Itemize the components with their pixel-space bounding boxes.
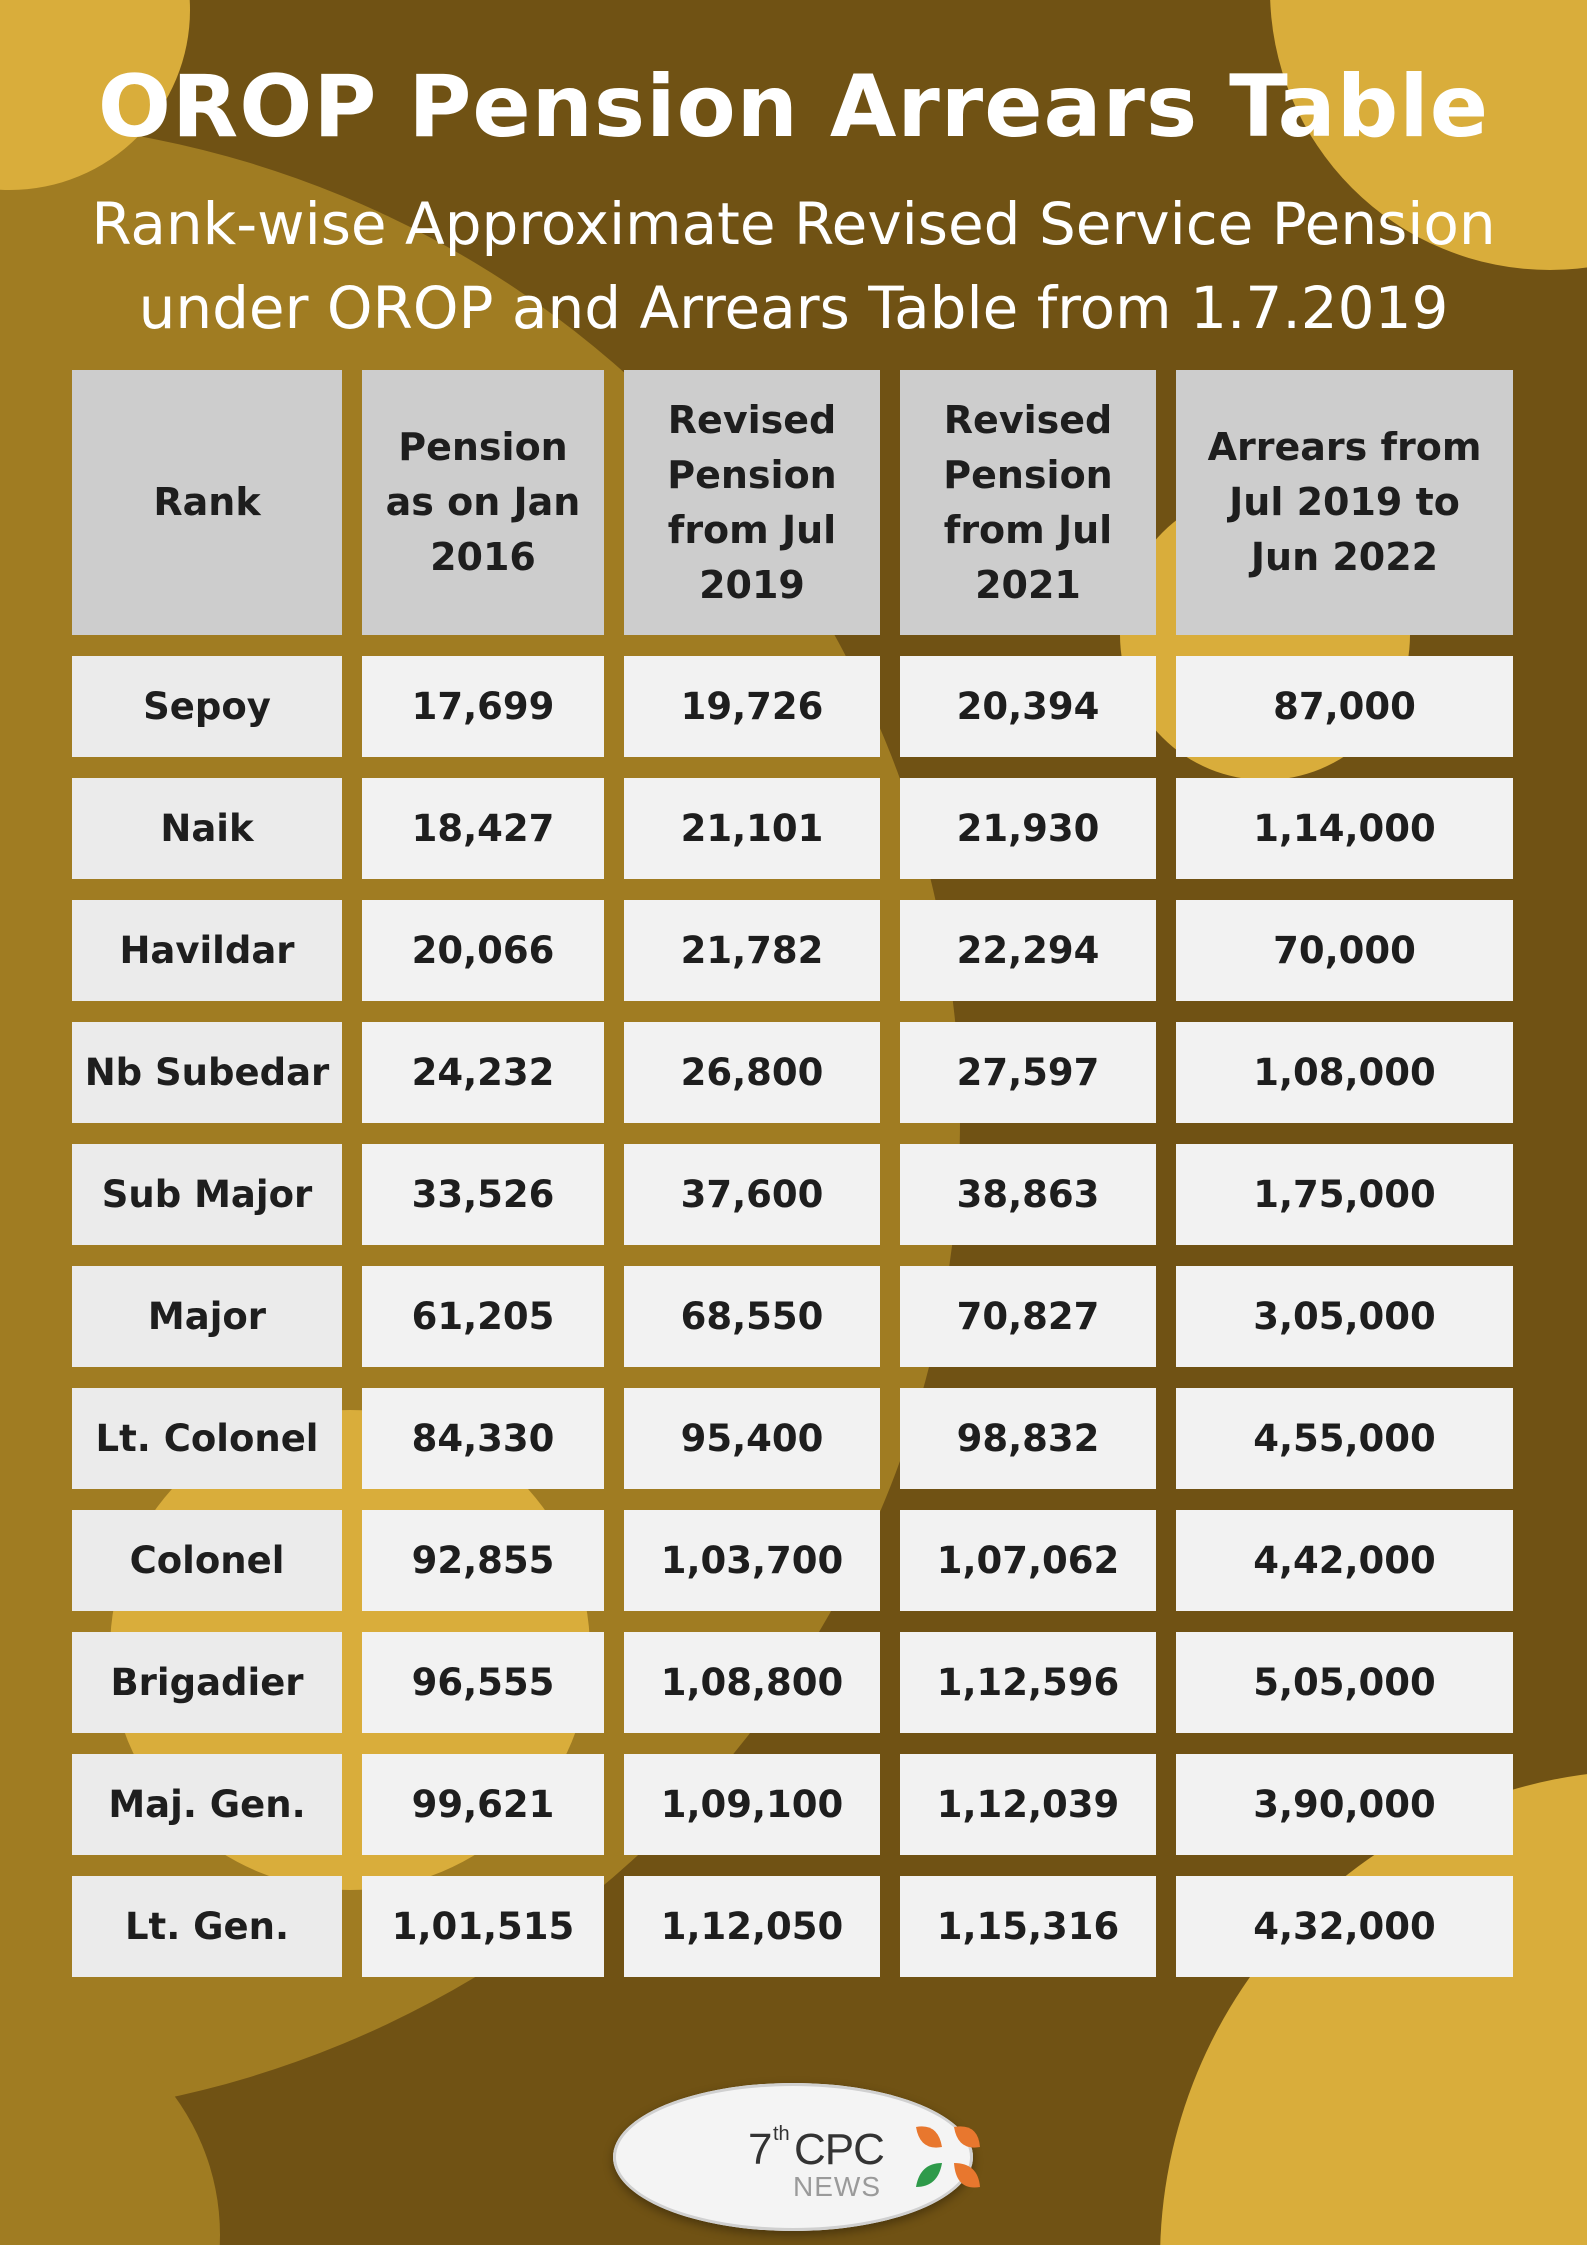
column-header-line: Jul 2019 to: [1229, 480, 1460, 524]
7thcpc-news-logo: [613, 2083, 973, 2231]
cell-rank: Lt. Colonel: [72, 1388, 342, 1489]
cell-revised-jul-2019: 26,800: [624, 1022, 880, 1123]
cell-rank: Lt. Gen.: [72, 1876, 342, 1977]
cell-revised-jul-2021: 1,07,062: [900, 1510, 1156, 1611]
column-header-line: 2021: [975, 562, 1081, 607]
cell-pension-jan-2016: 17,699: [362, 656, 604, 757]
cell-revised-jul-2021: 1,12,039: [900, 1754, 1156, 1855]
arrears-table: [72, 370, 1513, 1977]
cell-revised-jul-2021: 1,12,596: [900, 1632, 1156, 1733]
cell-revised-jul-2019: 95,400: [624, 1388, 880, 1489]
cell-revised-jul-2019: 1,08,800: [624, 1632, 880, 1733]
page-subtitle: [40, 182, 1547, 350]
cell-revised-jul-2019: 1,03,700: [624, 1510, 880, 1611]
subtitle-line-2: under OROP and Arrears Table from 1.7.2019: [138, 274, 1449, 342]
column-header-line: from Jul: [943, 507, 1113, 552]
cell-revised-jul-2019: 21,782: [624, 900, 880, 1001]
cell-revised-jul-2021: 70,827: [900, 1266, 1156, 1367]
column-header-rank: [72, 370, 342, 635]
logo-superscript: th: [773, 2123, 790, 2145]
cell-arrears: 3,05,000: [1176, 1266, 1513, 1367]
cell-revised-jul-2021: 20,394: [900, 656, 1156, 757]
column-header-pension-jan-2016: [362, 370, 604, 635]
cell-rank: Havildar: [72, 900, 342, 1001]
cell-pension-jan-2016: 20,066: [362, 900, 604, 1001]
cell-revised-jul-2019: 37,600: [624, 1144, 880, 1245]
cell-pension-jan-2016: 1,01,515: [362, 1876, 604, 1977]
cell-rank: Sub Major: [72, 1144, 342, 1245]
cell-revised-jul-2021: 21,930: [900, 778, 1156, 879]
cell-rank: Naik: [72, 778, 342, 879]
column-header-line: Revised: [667, 397, 837, 442]
column-header-line: from Jul: [667, 507, 837, 552]
column-header-line: Pension: [667, 452, 837, 497]
cell-pension-jan-2016: 96,555: [362, 1632, 604, 1733]
cell-rank: Major: [72, 1266, 342, 1367]
cell-rank: Brigadier: [72, 1632, 342, 1733]
cell-revised-jul-2021: 27,597: [900, 1022, 1156, 1123]
page-title: OROP Pension Arrears Table: [97, 57, 1490, 157]
cell-rank: Colonel: [72, 1510, 342, 1611]
cell-revised-jul-2019: 68,550: [624, 1266, 880, 1367]
cell-pension-jan-2016: 18,427: [362, 778, 604, 879]
cell-pension-jan-2016: 33,526: [362, 1144, 604, 1245]
cell-arrears: 1,75,000: [1176, 1144, 1513, 1245]
column-header-line: Rank: [153, 480, 261, 524]
cell-arrears: 87,000: [1176, 656, 1513, 757]
column-header-line: 2016: [430, 535, 536, 579]
cell-pension-jan-2016: 99,621: [362, 1754, 604, 1855]
cell-revised-jul-2019: 1,09,100: [624, 1754, 880, 1855]
cell-pension-jan-2016: 24,232: [362, 1022, 604, 1123]
cell-arrears: 3,90,000: [1176, 1754, 1513, 1855]
column-header-line: Pension: [398, 425, 568, 469]
logo-seven: 7: [748, 2125, 773, 2174]
cell-arrears: 70,000: [1176, 900, 1513, 1001]
column-header-line: Arrears from: [1207, 425, 1482, 469]
cell-revised-jul-2019: 19,726: [624, 656, 880, 757]
subtitle-line-1: Rank-wise Approximate Revised Service Pension: [91, 190, 1496, 258]
cell-pension-jan-2016: 92,855: [362, 1510, 604, 1611]
cell-revised-jul-2021: 38,863: [900, 1144, 1156, 1245]
leaf-mark-icon: [908, 2117, 988, 2197]
cell-arrears: 5,05,000: [1176, 1632, 1513, 1733]
column-header-line: as on Jan: [385, 480, 581, 524]
column-header-revised-jul-2021: [900, 370, 1156, 635]
column-header-line: Revised: [943, 397, 1113, 442]
cell-rank: Nb Subedar: [72, 1022, 342, 1123]
cell-rank: Maj. Gen.: [72, 1754, 342, 1855]
cell-arrears: 4,42,000: [1176, 1510, 1513, 1611]
logo-news: NEWS: [793, 2171, 881, 2202]
cell-revised-jul-2021: 22,294: [900, 900, 1156, 1001]
column-header-line: 2019: [699, 562, 805, 607]
logo-cpc: CPC: [794, 2125, 884, 2174]
logo-wordmark: [678, 2107, 908, 2207]
cell-revised-jul-2021: 1,15,316: [900, 1876, 1156, 1977]
column-header-revised-jul-2019: [624, 370, 880, 635]
cell-arrears: 1,08,000: [1176, 1022, 1513, 1123]
column-header-line: Pension: [943, 452, 1113, 497]
cell-revised-jul-2021: 98,832: [900, 1388, 1156, 1489]
cell-revised-jul-2019: 1,12,050: [624, 1876, 880, 1977]
cell-rank: Sepoy: [72, 656, 342, 757]
cell-revised-jul-2019: 21,101: [624, 778, 880, 879]
cell-arrears: 4,32,000: [1176, 1876, 1513, 1977]
column-header-arrears: [1176, 370, 1513, 635]
cell-arrears: 1,14,000: [1176, 778, 1513, 879]
cell-pension-jan-2016: 84,330: [362, 1388, 604, 1489]
cell-pension-jan-2016: 61,205: [362, 1266, 604, 1367]
cell-arrears: 4,55,000: [1176, 1388, 1513, 1489]
column-header-line: Jun 2022: [1250, 535, 1439, 579]
